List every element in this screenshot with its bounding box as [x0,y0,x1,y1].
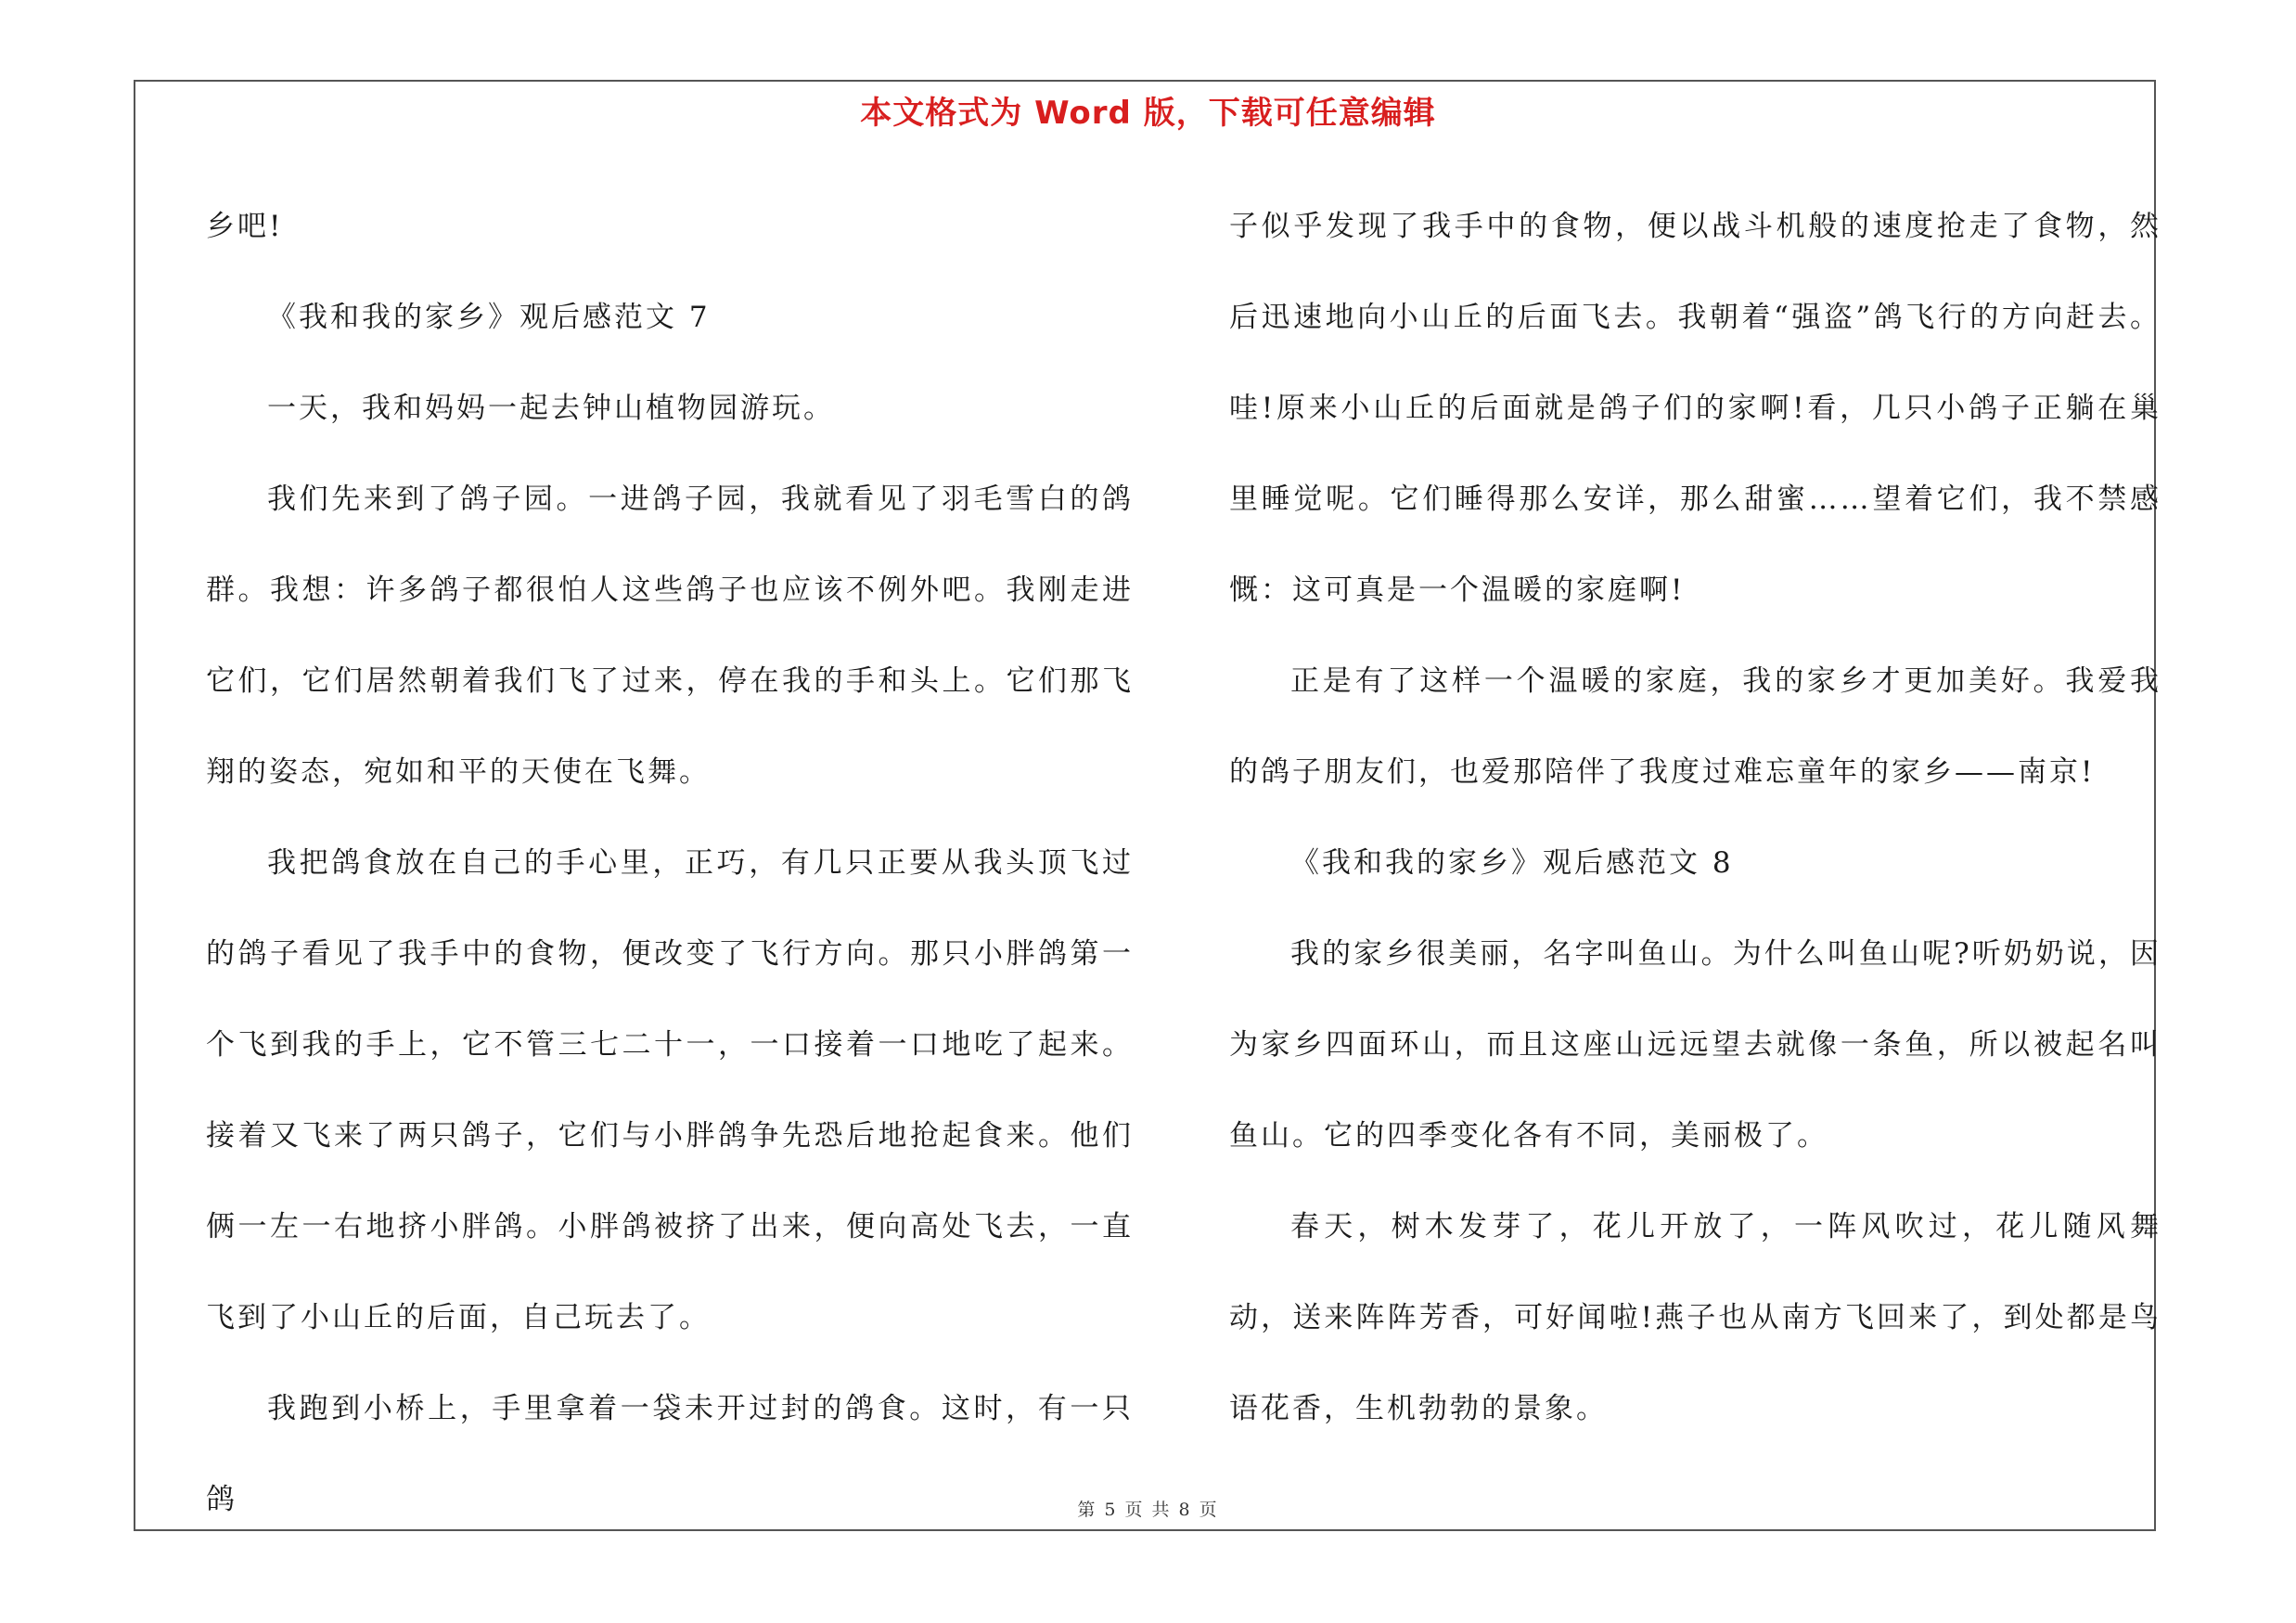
page-footer: 第 5 页 共 8 页 [1077,1500,1219,1520]
paragraph: 我把鸽食放在自己的手心里，正巧，有几只正要从我头顶飞过的鸽子看见了我手中的食物，便改变了飞行方向。那只小胖鸽第一个飞到我的手上，它不管三七二十一，一口接着一口地吃了起来。接着又飞来了两只鸽子，它们与小胖鸽争先恐后地抢起食来。他们俩一左一右地挤小胖鸽。小胖鸽被挤了出来，便向高处飞去，一直飞到了小山丘的后面，自己玩去了。 [206,846,1134,1334]
left-column [206,181,1134,1545]
paragraph: 子似乎发现了我手中的食物，便以战斗机般的速度抢走了食物，然后迅速地向小山丘的后面飞去。我朝着“强盗”鸽飞行的方向赶去。哇!原来小山丘的后面就是鸽子们的家啊!看，几只小鸽子正躺在巢里睡觉呢。它们睡得那么安详，那么甜蜜……望着它们，我不禁感慨：这可真是一个温暖的家庭啊! [1229,210,2161,607]
paragraph: 我跑到小桥上，手里拿着一袋未开过封的鸽食。这时，有一只鸽 [206,1392,1134,1516]
right-column [1229,181,2161,1454]
paragraph: 我们先来到了鸽子园。一进鸽子园，我就看见了羽毛雪白的鸽群。我想：许多鸽子都很怕人这些鸽子也应该不例外吧。我刚走进它们，它们居然朝着我们飞了过来，停在我的手和头上。它们那飞翔的姿态，宛如和平的天使在飞舞。 [206,483,1134,789]
section-heading: 《我和我的家乡》观后感范文 8 [1290,846,1734,880]
paragraph: 我的家乡很美丽，名字叫鱼山。为什么叫鱼山呢?听奶奶说，因为家乡四面环山，而且这座山远远望去就像一条鱼，所以被起名叫鱼山。它的四季变化各有不同，美丽极了。 [1229,937,2161,1153]
paragraph: 一天，我和妈妈一起去钟山植物园游玩。 [267,392,835,425]
section-heading: 《我和我的家乡》观后感范文 7 [267,301,711,334]
header-banner: 本文格式为 Word 版，下载可任意编辑 [860,95,1436,132]
paragraph: 乡吧! [206,210,284,243]
paragraph: 正是有了这样一个温暖的家庭，我的家乡才更加美好。我爱我的鸽子朋友们，也爱那陪伴了我度过难忘童年的家乡——南京! [1229,664,2161,789]
paragraph: 春天，树木发芽了，花儿开放了，一阵风吹过，花儿随风舞动，送来阵阵芳香，可好闻啦!燕子也从南方飞回来了，到处都是鸟语花香，生机勃勃的景象。 [1229,1210,2161,1425]
